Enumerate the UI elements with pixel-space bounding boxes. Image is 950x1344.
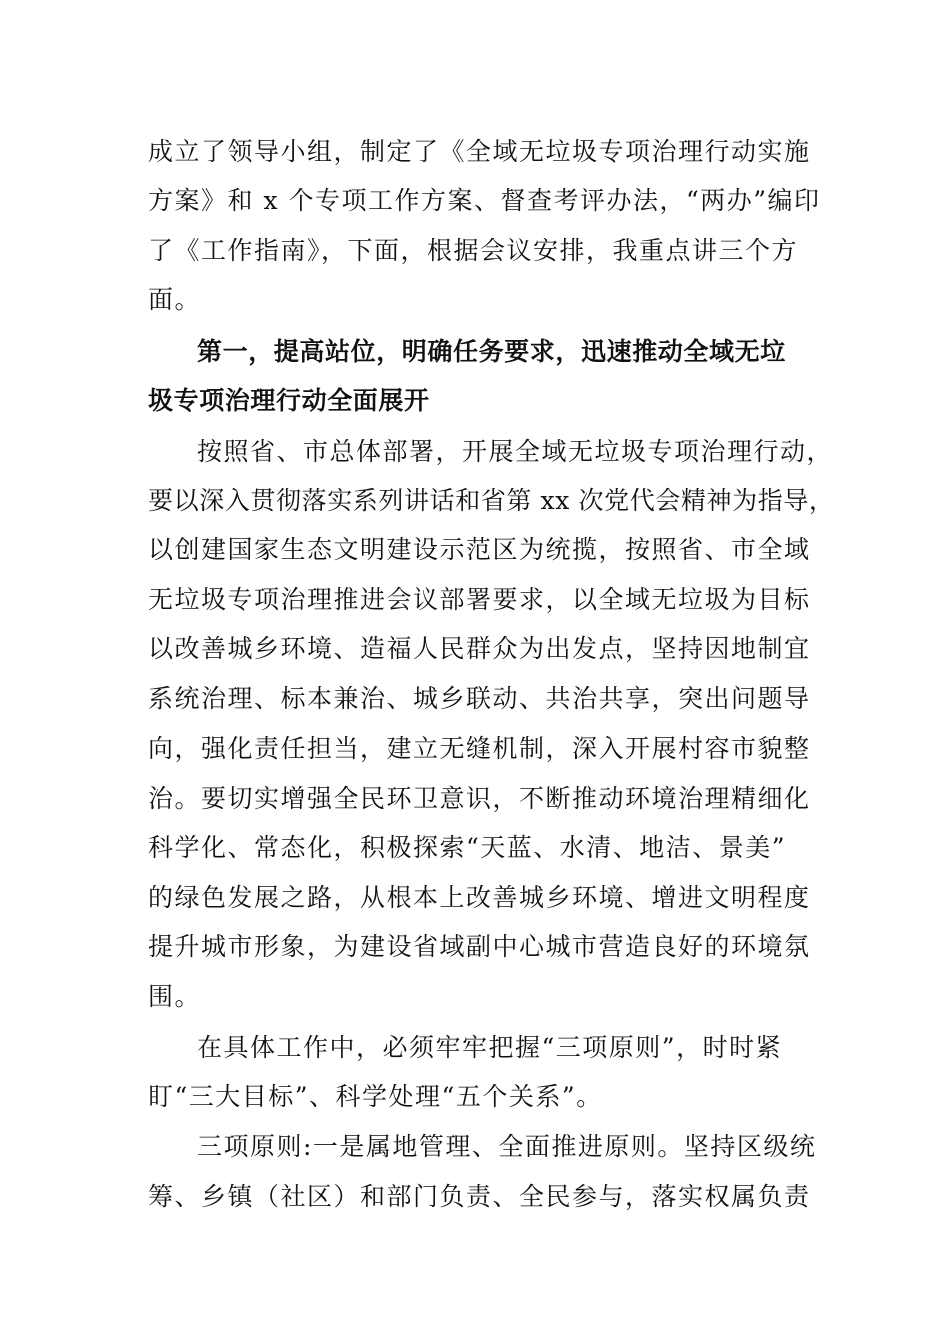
text-line: 成立了领导小组，制定了《全域无垃圾专项治理行动实施 — [148, 137, 811, 166]
section-heading-line: 第一，提高站位，明确任务要求，迅速推动全域无垃 — [197, 337, 786, 366]
text-line: 无垃圾专项治理推进会议部署要求，以全域无垃圾为目标 — [148, 585, 811, 614]
text-line: 治。要切实增强全民环卫意识，不断推动环境治理精细化 — [148, 784, 811, 813]
text-line: 筹、乡镇（社区）和部门负责、全民参与，落实权属负责 — [148, 1182, 811, 1211]
text-line: 了《工作指南》，下面，根据会议安排，我重点讲三个方 — [148, 236, 799, 265]
text-line: 围。 — [148, 982, 202, 1011]
text-line: 的绿色发展之路，从根本上改善城乡环境、增进文明程度 — [148, 883, 811, 912]
text-line: 面。 — [148, 285, 202, 314]
text-line: 提升城市形象，为建设省域副中心城市营造良好的环境氛 — [148, 932, 811, 961]
text-line: 按照省、市总体部署，开展全域无垃圾专项治理行动， — [197, 437, 834, 466]
text-line: 三项原则:一是属地管理、全面推进原则。坚持区级统 — [197, 1132, 817, 1161]
text-line: 科学化、常态化，积极探索“天蓝、水清、地洁、景美” — [148, 833, 787, 862]
text-line: 系统治理、标本兼治、城乡联动、共治共享，突出问题导 — [148, 684, 811, 713]
text-line: 以改善城乡环境、造福人民群众为出发点，坚持因地制宜 — [148, 634, 811, 663]
text-line: 在具体工作中，必须牢牢把握“三项原则”，时时紧 — [197, 1033, 783, 1062]
section-heading-line: 圾专项治理行动全面展开 — [148, 386, 430, 415]
text-line: 向，强化责任担当，建立无缝机制，深入开展村容市貌整 — [148, 734, 811, 763]
text-line: 盯“三大目标”、科学处理“五个关系”。 — [148, 1082, 603, 1111]
text-line: 以创建国家生态文明建设示范区为统揽，按照省、市全域 — [148, 535, 811, 564]
text-line: 方案》和 x 个专项工作方案、督查考评办法，“两办”编印 — [148, 186, 821, 215]
text-line: 要以深入贯彻落实系列讲话和省第 xx 次党代会精神为指导， — [148, 486, 835, 515]
